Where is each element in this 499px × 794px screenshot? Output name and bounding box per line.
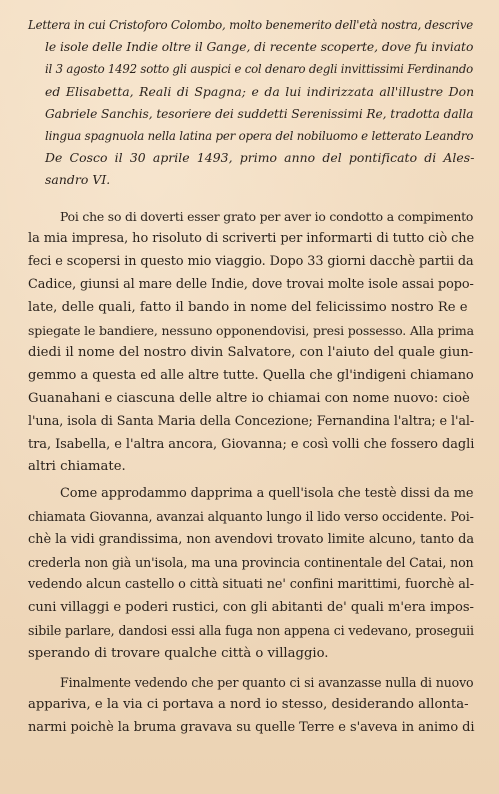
paragraph-line: la mia impresa, ho risoluto di scriverti per informarti di tutto ciò che [28,231,475,247]
intro-line: lingua spagnuola nella latina per opera del nobiluomo e letterato Leandro [45,129,474,144]
paragraph-line: l'una, isola di Santa Maria della Concezione; Fernandina l'altra; e l'al- [28,413,475,429]
paragraph-line: Come approdammo dapprima a quell'isola che testè dissi da me [60,486,474,502]
paragraph-line: feci e scopersi in questo mio viaggio. Dopo 33 giorni dacchè partii da [28,254,474,270]
paragraph-line: spiegate le bandiere, nessuno opponendovisi, presi possesso. Alla prima [28,322,474,338]
intro-line: Gabriele Sanchis, tesoriere dei suddetti Serenissimi Re, tradotta dalla [45,106,474,121]
page-content [28,14,474,740]
paragraph-line: Poi che so di doverti esser grato per aver io condotto a compimento [60,208,474,224]
paragraph-line: chè la vidi grandissima, non avendovi trovato limite alcuno, tanto da [28,531,474,547]
paragraph-line: Cadice, giunsi al mare delle Indie, dove trovai molte isole assai popo- [28,277,474,293]
paragraph-line: vedendo alcun castello o città situati ne' confini marittimi, fuorchè al- [28,577,475,593]
intro-line: ed Elisabetta, Reali di Spagna; e da lui indirizzata all'illustre Don [45,83,475,99]
paragraph-line: narmi poichè la bruma gravava su quelle Terre e s'aveva in animo di [28,720,475,736]
intro-line: De Cosco il 30 aprile 1493, primo anno del pontificato di Ales- [45,150,475,166]
paragraph-line: tra, Isabella, e l'altra ancora, Giovanna; e così volli che fossero dagli [28,436,475,452]
paragraph-line: gemmo a questa ed alle altre tutte. Quella che gl'indigeni chiamano [28,368,474,384]
intro-line: il 3 agosto 1492 sotto gli auspici e col denaro degli invittissimi Ferdinando [45,62,474,77]
intro-line: sandro VI. [45,172,111,188]
paragraph-line: late, delle quali, fatto il bando in nome del felicissimo nostro Re e [28,299,468,315]
intro-heading [28,14,474,192]
paragraph-line: sperando di trovare qualche città o villaggio. [28,645,329,661]
paragraph-line: altri chiamate. [28,459,126,475]
paragraph-line: crederla non già un'isola, ma una provincia continentale del Catai, non [28,554,474,570]
intro-line: le isole delle Indie oltre il Gange, di recente scoperte, dove fu inviato [45,40,474,55]
intro-line: Lettera in cui Cristoforo Colombo, molto benemerito dell'età nostra, descrive [28,18,474,32]
paragraph-line: Finalmente vedendo che per quanto ci si avanzasse nulla di nuovo [60,674,474,690]
paragraph-line: cuni villaggi e poderi rustici, con gli abitanti de' quali m'era impos- [28,600,474,616]
body-paragraph [28,672,474,740]
paragraph-line: chiamata Giovanna, avanzai alquanto lungo il lido verso occidente. Poi- [28,508,474,524]
body-paragraph [28,483,474,665]
paragraph-line: appariva, e la via ci portava a nord io stesso, desiderando allonta- [28,697,469,713]
paragraph-line: sibile parlare, dandosi essi alla fuga non appena ci vedevano, proseguii [28,622,474,638]
body-paragraph [28,206,474,480]
paragraph-line: diedi il nome del nostro divin Salvatore, con l'aiuto del quale giun- [28,345,474,361]
paragraph-line: Guanahani e ciascuna delle altre io chiamai con nome nuovo: cioè [28,391,470,406]
